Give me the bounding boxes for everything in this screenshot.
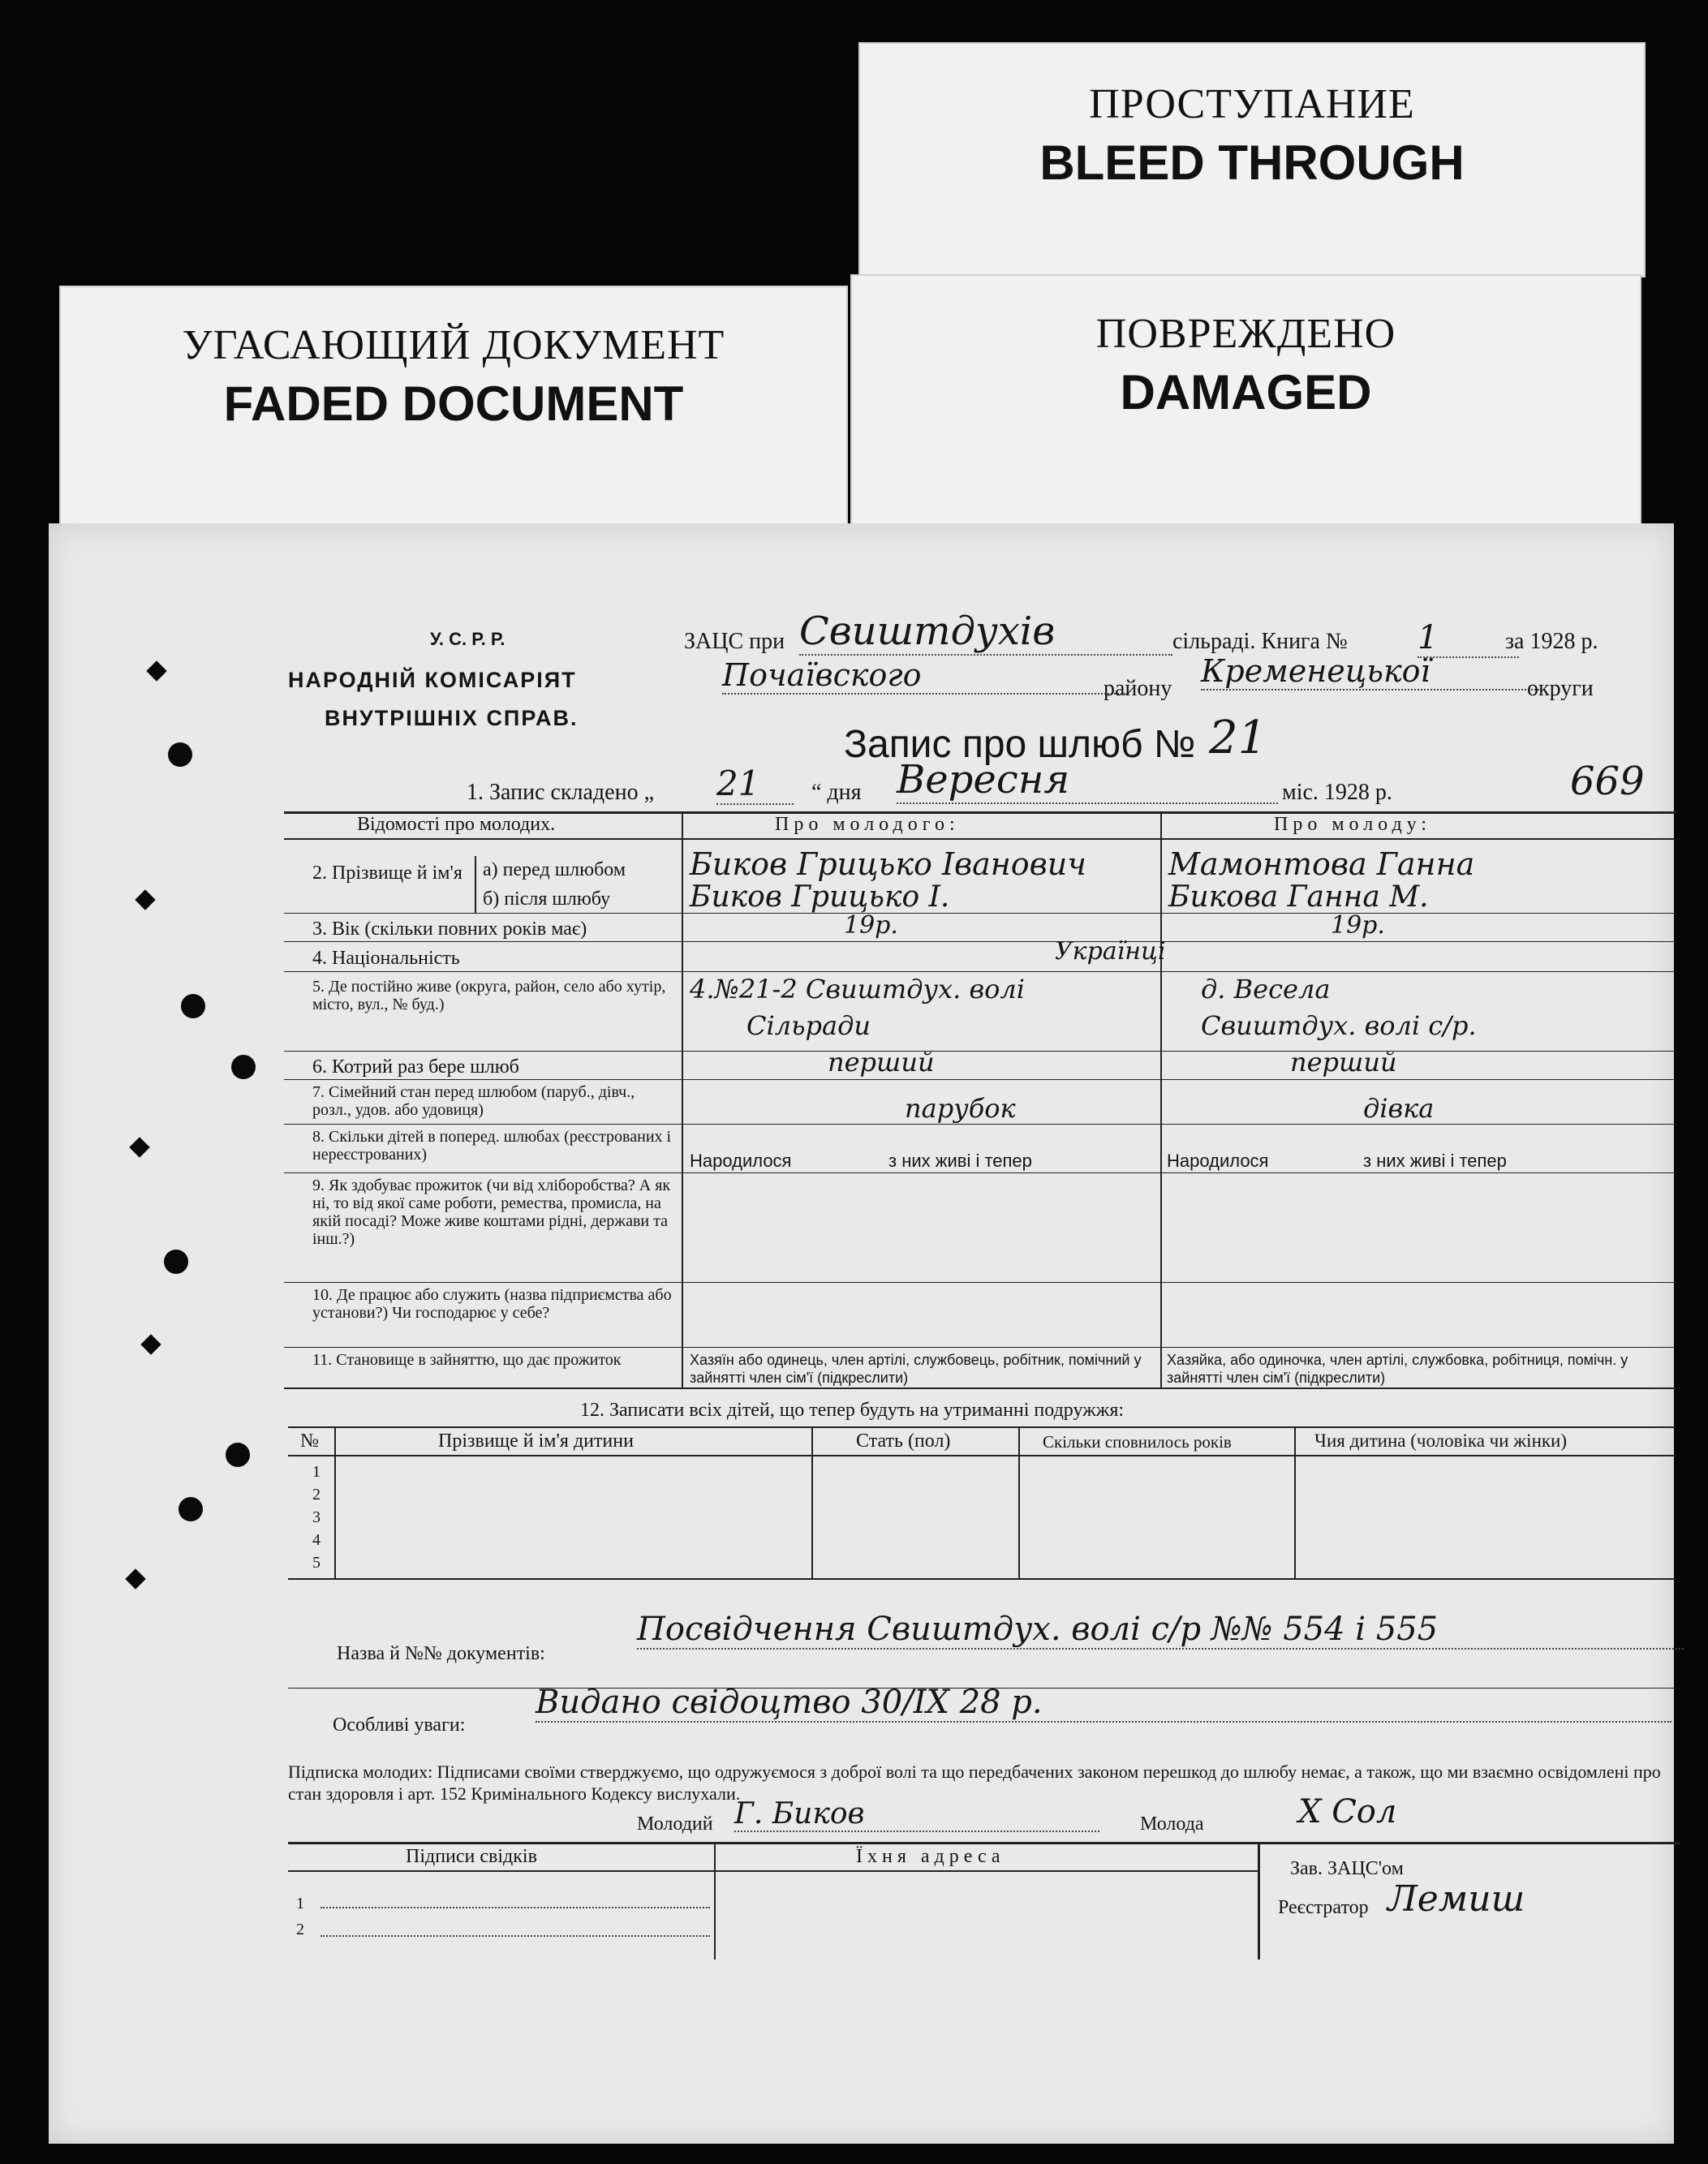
ministry-line-1: НАРОДНІЙ КОМІСАРІЯТ [288,668,577,692]
table-rule [288,1455,1676,1456]
damaged-ru: ПОВРЕЖДЕНО [1095,311,1396,357]
groom-alive-label: з них живі і тепер [888,1151,1032,1171]
declaration-text: Підписка молодих: Підписами своїми стверджуємо, що одружуємося з доброї волі та що передбачених законом перешкод до шлюбу немає, а також, що ми взаємно освідомлені про стан здоровля і арт. 152 Кримінального Кодексу вислухали. [288,1762,1661,1804]
record-date-mid: “ дня [811,780,862,805]
bleed-through-ru: ПРОСТУПАНИЕ [1089,81,1415,127]
faded-document-card [59,286,848,545]
record-month-label: міс. 1928 р. [1282,780,1392,805]
column-groom-header: Про молодого: [775,814,960,835]
bride-name-before: Мамонтова Ганна [1168,846,1475,882]
children-col-number: № [300,1430,319,1452]
children-col-whose: Чия дитина (чоловіка чи жінки) [1314,1430,1568,1451]
bride-signature-label: Молода [1140,1813,1204,1835]
groom-residence-line-2: Сільради [746,1010,871,1041]
children-row-number: 5 [312,1554,321,1572]
binding-tear-icon [140,1334,161,1354]
binding-tear-icon [135,889,155,910]
table-divider [1018,1426,1020,1578]
groom-name-after: Биков Грицько І. [690,880,950,914]
groom-age: 19р. [844,911,898,940]
bride-alive-label: з них живі і тепер [1363,1151,1507,1171]
punch-hole-icon [226,1443,250,1467]
notes-value: Видано свідоцтво 30/IX 28 р. [536,1684,1671,1723]
bride-age: 19р. [1331,911,1385,940]
groom-times-married: перший [828,1047,935,1078]
groom-marital-status: парубок [905,1093,1016,1124]
registrar-label: Реєстратор [1278,1897,1369,1918]
table-rule [284,1282,1676,1283]
punch-hole-icon [168,742,192,767]
row-residence-label: 5. Де постійно живе (округа, район, село або хутір, місто, вул., № буд.) [312,978,666,1013]
row-name-before-label: а) перед шлюбом [483,859,626,880]
zags-place: Свиштдухів [799,609,1172,656]
witness-signatures-header: Підписи свідків [406,1846,537,1867]
documents-label: Назва й №№ документів: [337,1643,545,1664]
okrug-name: Кременецької [1201,653,1542,691]
damaged-card [850,274,1641,534]
table-rule [284,1079,1676,1080]
record-number: 21 [1209,712,1267,764]
bride-signature: Х Сол [1298,1793,1397,1831]
witness-row-number: 2 [296,1921,304,1938]
table-divider [682,811,683,1387]
head-of-zags-label: Зав. ЗАЦС'ом [1290,1858,1404,1879]
notes-label: Особливі уваги: [333,1714,466,1736]
table-rule [288,1842,1680,1844]
children-col-age: Скільки сповнилось років [1043,1432,1232,1452]
record-date-label: 1. Запис складено „ [467,780,654,805]
children-row-number: 4 [312,1531,321,1549]
zags-prefix: ЗАЦС при [684,629,785,654]
table-rule [284,1387,1676,1389]
bride-residence-line-1: д. Весела [1201,974,1331,1005]
bride-marital-status: дівка [1363,1093,1435,1124]
row-nationality-label: 4. Національність [312,948,460,969]
binding-tear-icon [146,660,166,681]
children-row-number: 1 [312,1463,321,1481]
children-row-number: 2 [312,1486,321,1504]
punch-hole-icon [181,994,205,1018]
groom-name-before: Биков Грицько Іванович [690,846,1086,882]
damaged-en: DAMAGED [1120,365,1372,419]
row-marital-status-label: 7. Сімейний стан перед шлюбом (паруб., дівч., розл., удов. або удовиця) [312,1083,635,1119]
row-income-label: 9. Як здобуває прожиток (чи від хліборобства? А як ні, то від якої саме роботи, ремества, промисла, на якій посаді? Може живе коштами рідні, держави та інш.?) [312,1177,671,1248]
table-rule [284,1051,1676,1052]
table-rule [288,1426,1676,1428]
punch-hole-icon [179,1497,203,1521]
table-rule [284,838,1676,840]
binding-tear-icon [125,1568,145,1589]
groom-signature: Г. Биков [734,1797,1099,1832]
ministry-line-2: ВНУТРІШНІХ СПРАВ. [325,706,579,730]
faded-document-en: FADED DOCUMENT [223,376,684,431]
bride-name-after: Бикова Ганна М. [1168,880,1429,914]
table-divider [334,1426,336,1578]
table-divider [811,1426,813,1578]
row-name-after-label: б) після шлюбу [483,888,611,910]
side-number: 669 [1570,759,1645,804]
table-rule [284,1124,1676,1125]
faded-document-ru: УГАСАЮЩИЙ ДОКУМЕНТ [182,322,725,368]
okrug-label: округи [1527,676,1594,701]
groom-born-label: Народилося [690,1151,792,1171]
groom-occupation-status: Хазяїн або одинець, член артілі, службовець, робітник, помічний у зайнятті член сім'ї (підкреслити) [690,1352,1142,1386]
column-bride-header: Про молоду: [1274,814,1432,835]
table-divider [1294,1426,1296,1578]
bleed-through-card [858,42,1646,277]
row-age-label: 3. Вік (скільки повних років має) [312,919,587,940]
book-year: за 1928 р. [1505,629,1598,654]
bleed-through-en: BLEED THROUGH [1039,136,1465,190]
table-rule [284,913,1676,914]
children-row-number: 3 [312,1508,321,1526]
table-rule [284,941,1676,942]
children-col-sex: Стать (пол) [856,1430,951,1452]
table-divider [714,1844,716,1960]
table-rule [284,971,1676,972]
table-rule [288,1870,1258,1872]
table-divider [1258,1844,1260,1960]
witness-row-number: 1 [296,1895,304,1912]
record-month: Вересня [897,757,1278,804]
groom-nationality: Українці [1055,937,1166,966]
village-council-label: сільраді. Книга № [1172,629,1348,654]
binding-tear-icon [129,1137,149,1157]
groom-residence-line-1: 4.№21-2 Свиштдух. волі [690,974,1025,1005]
children-col-name: Прізвище й ім'я дитини [438,1430,634,1452]
marriage-record-form [49,523,1674,2144]
row-workplace-label: 10. Де працює або служить (назва підприємства або установи?) Чи господарює у себе? [312,1286,672,1322]
children-heading: 12. Записати всіх дітей, що тепер будуть на утриманні подружжя: [580,1400,1125,1421]
record-day: 21 [716,764,794,805]
documents-value: Посвідчення Свиштдух. волі с/р №№ 554 і 555 [637,1611,1684,1650]
bride-born-label: Народилося [1167,1151,1269,1171]
witness-line [321,1907,710,1908]
table-rule [284,1172,1676,1173]
row-times-label: 6. Котрий раз бере шлюб [312,1056,519,1078]
witness-address-header: Їхня адреса [856,1846,1005,1867]
column-info-header: Відомості про молодих. [357,814,556,835]
bride-occupation-status: Хазяйка, або одиночка, член артілі, службовка, робітниця, помічн. у зайнятті член сім'ї (підкреслити) [1167,1352,1628,1386]
punch-hole-icon [231,1055,256,1079]
row-name-label: 2. Прізвище й ім'я [312,863,462,884]
row-occupation-label: 11. Становище в зайняттю, що дає прожиток [312,1351,622,1369]
district-label: району [1104,676,1172,701]
table-rule [284,1347,1676,1348]
page-title: Запис про шлюб № [844,723,1196,766]
table-divider [1160,811,1162,1387]
table-rule [288,1578,1676,1580]
district-name: Почаївского [722,657,1128,695]
table-divider [475,856,476,913]
groom-signature-label: Молодий [637,1813,713,1835]
row-children-label: 8. Скільки дітей в поперед. шлюбах (реєстрованих і нереєстрованих) [312,1128,672,1164]
bride-residence-line-2: Свиштдух. волі с/р. [1201,1010,1477,1041]
bride-times-married: перший [1290,1047,1397,1078]
republic-label: У. С. Р. Р. [430,629,506,649]
punch-hole-icon [164,1250,188,1274]
book-number: 1 [1418,619,1519,658]
registrar-signature: Лемиш [1387,1878,1525,1920]
witness-line [321,1935,710,1937]
